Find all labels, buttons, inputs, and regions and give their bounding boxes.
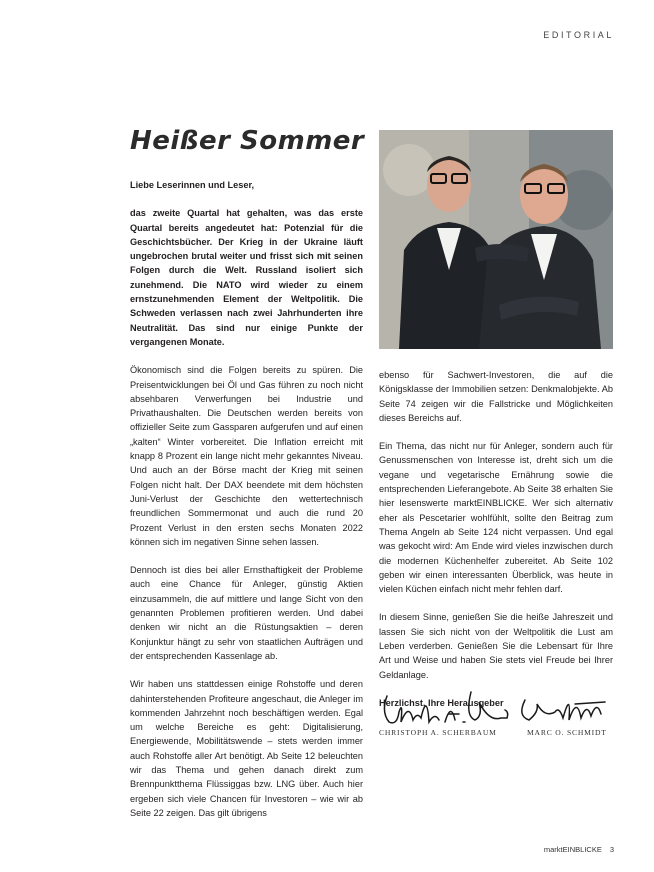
text-column-right (379, 368, 613, 724)
section-label: EDITORIAL (543, 30, 614, 40)
magazine-name: marktEINBLICKE (543, 845, 602, 854)
headline: Heißer Sommer (130, 126, 365, 156)
editors-photo-illustration (379, 130, 613, 349)
body-paragraph: Dennoch ist dies bei aller Ernsthaftigkeit der Probleme auch eine Chance für Anleger, günstig Aktien einzusammeln, die auf mittlere und lange Sicht von den genannten Problemen profitieren werden. Und dabei denken wir nicht an die Rüstungsaktien – deren Konjunktur hängt zu sehr von staatlichen Aufträgen und der entsprechenden Kassenlage ab. (130, 565, 363, 661)
signatory-name: CHRISTOPH A. SCHERBAUM (379, 728, 497, 737)
body-paragraph: Ökonomisch sind die Folgen bereits zu spüren. Die Preisentwicklungen bei Öl und Gas führen zu noch nicht absehbaren Verwerfungen bei Industrie und Privathaushalten. Die Deutschen werden bereits von offizieller Seite zum Gassparen aufgerufen und auf einen „kalten“ Winter vorbereitet. Die Inflation erreicht mit knapp 8 Prozent ein lange nicht mehr gekanntes Niveau. Und auch an der Börse macht der Krieg mit seinen Folgen nicht halt. Der DAX beendete mit dem höchsten Juni-Verlust der Geschichte den wettertechnisch freundlichen Sommermonat und auch die rund 20 Prozent Verlust in den ersten sechs Monaten 2022 können sich im negativen Sinne sehen lassen. (130, 365, 363, 547)
page-number: 3 (609, 845, 614, 854)
lead-paragraph: das zweite Quartal hat gehalten, was das erste Quartal bereits angedeutet hat: Potenzial für die Geschichtsbücher. Der Krieg in der Ukraine läuft ungebrochen brutal weiter und frisst sich mit seinen Folgen durch die Welt. Russland isoliert sich zunehmend. Die NATO wird wieder zu einem ernstzunehmenden Element der Weltpolitik. Die Schweden verlassen nach zwei Jahrhunderten ihre Neutralität. Das sind nur einige Punkte der vergangenen Monate. (130, 208, 363, 347)
page-footer (544, 845, 614, 854)
text-column-left (130, 178, 363, 834)
editors-photo (379, 130, 613, 349)
body-paragraph: Wir haben uns stattdessen einige Rohstoffe und deren dahinterstehenden Profiteure angeschaut, die Anleger im kommenden Jahrzehnt noch beschäftigen werden. Egal um welche Bereiche es geht: Digitalisierung, Energiewende, Mobilitätswende – stets werden immer auch Rohstoffe aller Art benötigt. Ab Seite 12 beleuchten wir das Thema und gehen danach direkt zum Brennpunktthema Flüssiggas bzw. LNG über. Auch hier ergeben sich viele Chancen für Investoren – wie wir ab Seite 22 zeigen. Das gilt übrigens (130, 679, 363, 818)
closing: Herzlichst, Ihre Herausgeber (379, 697, 504, 708)
signatures (379, 682, 613, 734)
signatory-name: MARC O. SCHMIDT (527, 728, 607, 737)
greeting: Liebe Leserinnen und Leser, (130, 180, 255, 190)
handwritten-signatures (379, 682, 613, 734)
body-paragraph: Ein Thema, das nicht nur für Anleger, sondern auch für Genussmenschen von Interesse ist, dreht sich um die vegane und vegetarische Ernährung sowie die entsprechenden Lieferangebote. Ab Seite 38 erhalten Sie hier lesenswerte marktEINBLICKE. Wer sich alternativ eher als Pescetarier wohlfühlt, sollte den Beitrag zum Thema Angeln ab Seite 124 nicht verpassen. Und egal was gekocht wird: Am Ende wird vieles inzwischen durch die modernen Küchenhelfer zubereitet. Ab Seite 102 geben wir einen interessanten Überblick, was heute in vielen Küchen einfach nicht mehr fehlen darf. (379, 441, 613, 595)
body-paragraph: ebenso für Sachwert-Investoren, die auf die Königsklasse der Immobilien setzen: Denkmalobjekte. Ab Seite 74 zeigen wir die Fallstricke und Möglichkeiten dieses Bereichs auf. (379, 370, 613, 423)
body-paragraph: In diesem Sinne, genießen Sie die heiße Jahreszeit und lassen Sie sich nicht von der Weltpolitik die Lust am Leben verderben. Genießen Sie die Lebensart für Ihre Art und Weise und haben Sie stets viel Freude bei Ihrer Geldanlage. (379, 612, 613, 680)
